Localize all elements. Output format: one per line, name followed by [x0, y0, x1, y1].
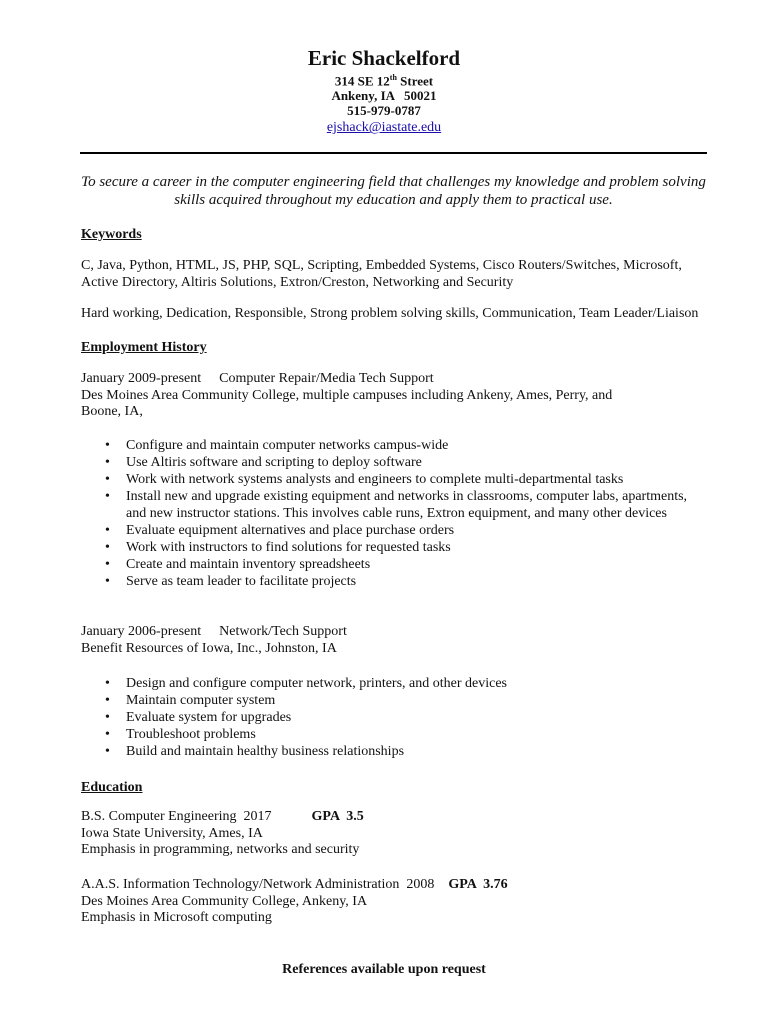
degree-2: A.A.S. Information Technology/Network Administration 2008 — [81, 877, 435, 892]
street-number: 314 SE 12 — [334, 73, 390, 89]
bullet-icon: • — [105, 523, 110, 538]
education-heading: Education — [81, 780, 143, 795]
list-item: • Build and maintain healthy business relationships — [105, 744, 405, 759]
job-1-duties — [81, 437, 721, 590]
bullet-icon: • — [105, 693, 110, 708]
list-item: • Create and maintain inventory spreadsheets — [105, 557, 371, 572]
street-suffix: Street — [396, 73, 434, 89]
degree-1: B.S. Computer Engineering 2017 — [81, 809, 272, 824]
list-item: • Maintain computer system — [105, 693, 276, 708]
phone-number: 515-979-0787 — [347, 103, 421, 119]
education-entry-1 — [81, 809, 721, 859]
school-2: Des Moines Area Community College, Ankeny, IA — [81, 893, 368, 909]
bullet-icon: • — [105, 540, 110, 555]
bullet-icon: • — [105, 455, 110, 470]
school-1: Iowa State University, Ames, IA — [81, 825, 263, 841]
job-2-organization: Benefit Resources of Iowa, Inc., Johnston, IA — [81, 640, 337, 656]
candidate-name: Eric Shackelford — [307, 46, 461, 70]
bullet-icon: • — [105, 744, 110, 759]
job-1-role: Computer Repair/Media Tech Support — [219, 371, 434, 386]
job-2-dates: January 2006-present — [81, 624, 202, 639]
job-2-header — [81, 624, 721, 657]
technical-keywords: C, Java, Python, HTML, JS, PHP, SQL, Scripting, Embedded Systems, Cisco Routers/Switches, Microsoft, Active Directory, Altiris Solutions, Extron/Creston, Networking and Security — [81, 258, 682, 290]
job-1-header — [81, 371, 721, 421]
education-entry-2 — [81, 877, 721, 927]
emphasis-1: Emphasis in programming, networks and security — [81, 842, 360, 857]
bullet-icon: • — [105, 710, 110, 725]
bullet-icon: • — [105, 472, 110, 487]
gpa-1: GPA 3.5 — [311, 809, 364, 824]
resume-header — [0, 46, 768, 137]
gpa-2: GPA 3.76 — [448, 877, 508, 892]
list-item: • Configure and maintain computer networks campus-wide — [105, 438, 449, 453]
job-1-organization: Des Moines Area Community College, multiple campuses including Ankeny, Ames, Perry, and Boone, IA, — [81, 387, 613, 419]
list-item: • Troubleshoot problems — [105, 727, 256, 742]
bullet-icon: • — [105, 557, 110, 572]
references-note: References available upon request — [282, 962, 486, 977]
header-divider — [80, 152, 707, 154]
job-2-duties — [81, 675, 721, 760]
list-item: • Evaluate equipment alternatives and place purchase orders — [105, 523, 455, 538]
keywords-heading: Keywords — [81, 227, 142, 242]
email-link[interactable]: ejshack@iastate.edu — [326, 120, 442, 136]
bullet-icon: • — [105, 489, 110, 504]
job-1-dates: January 2009-present — [81, 371, 202, 386]
bullet-icon: • — [105, 676, 110, 691]
soft-skill-keywords: Hard working, Dedication, Responsible, Strong problem solving skills, Communication, Team Leader/Liaison — [81, 306, 699, 321]
street-ordinal: th — [389, 73, 397, 82]
emphasis-2: Emphasis in Microsoft computing — [81, 910, 272, 925]
list-item: • Work with instructors to find solutions for requested tasks — [105, 540, 451, 555]
list-item: • Use Altiris software and scripting to deploy software — [105, 455, 422, 470]
list-item: • Install new and upgrade existing equipment and networks in classrooms, computer labs, apartments, and new instructor stations. This involves cable runs, Extron equipment, and many other devices — [105, 489, 688, 521]
list-item: • Evaluate system for upgrades — [105, 710, 292, 725]
objective-statement: To secure a career in the computer engineering field that challenges my knowledge and problem solving skills acquired throughout my education and apply them to practical use. — [81, 174, 706, 208]
bullet-icon: • — [105, 574, 110, 589]
street-address — [0, 70, 768, 88]
job-2-role: Network/Tech Support — [219, 624, 347, 639]
bullet-icon: • — [105, 438, 110, 453]
list-item: • Work with network systems analysts and engineers to complete multi-departmental tasks — [105, 472, 624, 487]
list-item: • Design and configure computer network, printers, and other devices — [105, 676, 507, 691]
list-item: • Serve as team leader to facilitate projects — [105, 574, 357, 589]
bullet-icon: • — [105, 727, 110, 742]
city-state-zip: Ankeny, IA 50021 — [331, 88, 437, 104]
employment-heading: Employment History — [81, 340, 207, 355]
